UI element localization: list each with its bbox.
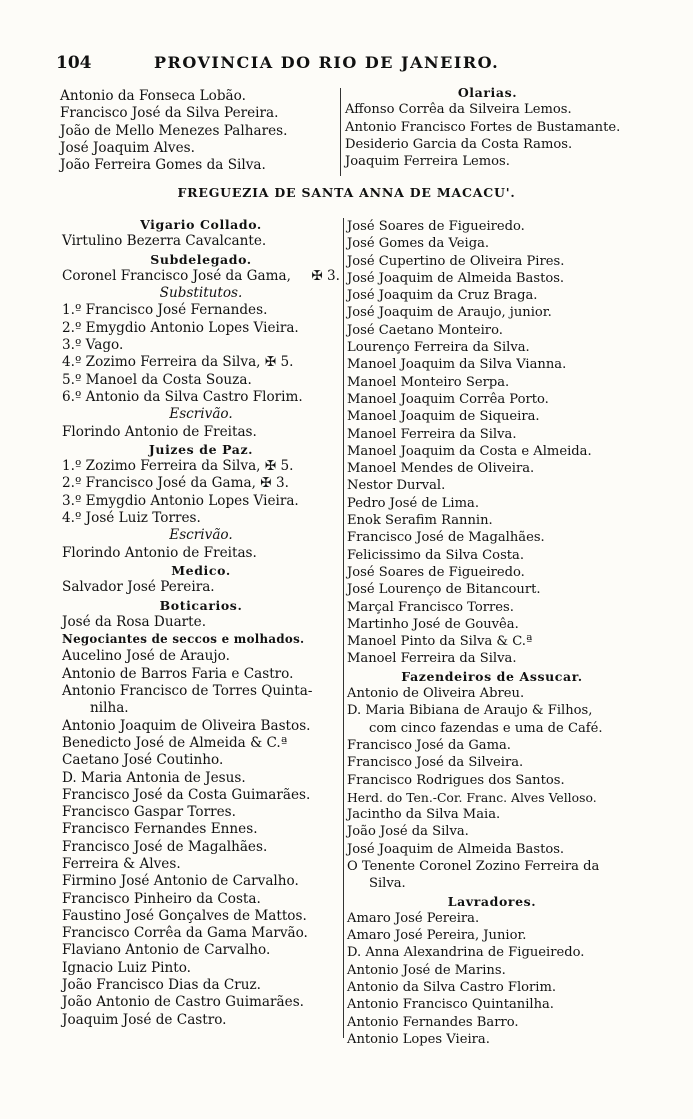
list-item: 3.º Vago.: [62, 337, 124, 354]
list-item: Caetano José Coutinho.: [62, 752, 224, 769]
list-item: Faustino José Gonçalves de Mattos.: [62, 907, 307, 924]
list-item: Manoel Mendes de Oliveira.: [347, 461, 535, 477]
list-item: Antonio Lopes Vieira.: [347, 1031, 490, 1047]
list-item: Antonio da Silva Castro Florim.: [347, 980, 557, 996]
list-item: José Joaquim de Almeida Bastos.: [347, 270, 565, 286]
page-number: 104: [56, 53, 92, 73]
list-item: 4.º Zozimo Ferreira da Silva, ✠ 5.: [62, 354, 294, 371]
list-item: Antonio Francisco Quintanilha.: [347, 997, 554, 1013]
olarias-section: [345, 84, 630, 170]
list-item: José Soares de Figueiredo.: [347, 219, 525, 234]
list-item: 2.º Francisco José da Gama, ✠ 3.: [62, 475, 289, 492]
olarias-heading: Olarias.: [457, 85, 518, 100]
list-item-continuation: com cinco fazendas e uma de Café.: [369, 720, 603, 736]
vigario-name: Virtulino Bezerra Cavalcante.: [62, 233, 267, 250]
list-item: Nestor Durval.: [347, 478, 446, 494]
escrivao-heading: Escrivão.: [169, 406, 233, 423]
list-item: Aucelino José de Araujo.: [62, 648, 230, 665]
list-item: Antonio da Fonseca Lobão.: [60, 88, 246, 104]
list-item: Firmino José Antonio de Carvalho.: [62, 873, 299, 890]
list-item: Felicissimo da Silva Costa.: [347, 547, 525, 563]
list-item: Flaviano Antonio de Carvalho.: [62, 942, 271, 959]
list-item: Joaquim José de Castro.: [62, 1011, 227, 1028]
list-item: Francisco José de Magalhães.: [62, 838, 268, 855]
list-item: D. Maria Antonia de Jesus.: [62, 769, 246, 786]
list-item: Francisco José da Costa Guimarães.: [62, 786, 311, 803]
list-item: Marçal Francisco Torres.: [347, 599, 514, 615]
list-item: 4.º José Luiz Torres.: [62, 510, 201, 527]
list-item: José Soares de Figueiredo.: [347, 564, 525, 580]
list-item: João Francisco Dias da Cruz.: [62, 977, 262, 994]
list-item: Francisco José da Silva Pereira.: [60, 105, 279, 122]
list-item: Benedicto José de Almeida & C.ª: [62, 734, 288, 751]
parish-title: FREGUEZIA DE SANTA ANNA DE MACACU'.: [177, 185, 516, 200]
list-item: 5.º Manoel da Costa Souza.: [62, 371, 252, 388]
list-item: Francisco Rodrigues dos Santos.: [347, 772, 565, 788]
list-item: Antonio Francisco Fortes de Bustamante.: [345, 119, 621, 135]
list-item: Francisco José de Magalhães.: [347, 530, 545, 546]
list-item: 1.º Zozimo Ferreira da Silva, ✠ 5.: [62, 458, 294, 475]
list-item: 3.º Emygdio Antonio Lopes Vieira.: [62, 492, 299, 509]
list-item: Francisco Pinheiro da Costa.: [62, 890, 261, 907]
list-item: Manoel Monteiro Serpa.: [347, 374, 510, 390]
juizes-heading: Juizes de Paz.: [148, 441, 254, 457]
list-item: D. Maria Bibiana de Araujo & Filhos,: [347, 703, 593, 719]
column-divider: [343, 218, 344, 1038]
list-item: Jacintho da Silva Maia.: [347, 807, 501, 823]
list-item: Ignacio Luiz Pinto.: [62, 959, 191, 976]
list-item: Desiderio Garcia da Costa Ramos.: [345, 136, 573, 152]
list-item: Antonio de Barros Faria e Castro.: [62, 665, 294, 682]
list-item: José Gomes da Veiga.: [347, 236, 490, 252]
list-item: 6.º Antonio da Silva Castro Florim.: [62, 388, 303, 405]
list-item: Francisco Gaspar Torres.: [62, 804, 236, 821]
list-item: José Joaquim da Cruz Braga.: [347, 288, 538, 304]
list-item: Pedro José de Lima.: [347, 495, 479, 511]
boticarios-name: José da Rosa Duarte.: [62, 613, 207, 630]
list-item: D. Anna Alexandrina de Figueiredo.: [347, 945, 585, 961]
list-item: João José da Silva.: [347, 824, 469, 840]
list-item: João Ferreira Gomes da Silva.: [60, 157, 266, 174]
vigario-heading: Vigario Collado.: [140, 217, 262, 232]
list-item: Francisco José da Gama.: [347, 737, 511, 753]
list-item: Enok Serafim Rannin.: [347, 513, 493, 529]
list-item: Manoel Joaquim da Silva Vianna.: [347, 357, 567, 373]
subdelegado-name: Coronel Francisco José da Gama,: [62, 267, 291, 284]
list-item: Amaro José Pereira, Junior.: [347, 928, 527, 944]
list-item: Herd. do Ten.-Cor. Franc. Alves Velloso.: [347, 789, 597, 805]
subdelegado-heading: Subdelegado.: [150, 251, 252, 267]
fazendeiros-heading: Fazendeiros de Assucar.: [401, 668, 583, 684]
left-column: [62, 216, 340, 1029]
escrivao-name: Florindo Antonio de Freitas.: [62, 423, 257, 440]
list-item: Antonio Joaquim de Oliveira Bastos.: [62, 717, 311, 734]
escrivao2-name: Florindo Antonio de Freitas.: [62, 544, 257, 561]
list-item: Manoel Joaquim da Costa e Almeida.: [347, 443, 592, 459]
list-item: Ferreira & Alves.: [62, 855, 181, 872]
top-left-list: [60, 88, 330, 174]
medico-name: Salvador José Pereira.: [62, 579, 215, 596]
list-item: Antonio de Oliveira Abreu.: [347, 686, 525, 702]
list-item: João de Mello Menezes Palhares.: [60, 122, 288, 139]
page-header: [0, 53, 693, 77]
list-item: Joaquim Ferreira Lemos.: [345, 154, 510, 170]
boticarios-heading: Boticarios.: [159, 597, 243, 613]
subdelegado-honor: ✠ 3.: [311, 267, 340, 284]
list-item: João Antonio de Castro Guimarães.: [62, 994, 304, 1011]
list-item: José Cupertino de Oliveira Pires.: [347, 253, 565, 269]
list-item-continuation: Silva.: [369, 876, 406, 892]
column-divider: [340, 88, 341, 176]
list-item: Francisco Corrêa da Gama Marvão.: [62, 925, 308, 942]
right-column: [347, 218, 637, 1048]
list-item: Francisco Fernandes Ennes.: [62, 821, 258, 838]
list-item: José Joaquim de Araujo, junior.: [347, 305, 552, 321]
list-item: José Lourenço de Bitancourt.: [347, 582, 541, 598]
list-item: Antonio Fernandes Barro.: [347, 1014, 519, 1030]
list-item: José Joaquim de Almeida Bastos.: [347, 841, 565, 857]
page-title: PROVINCIA DO RIO DE JANEIRO.: [154, 53, 500, 72]
list-item: Amaro José Pereira.: [347, 910, 480, 926]
list-item: Antonio Francisco de Torres Quinta-: [62, 683, 313, 700]
list-item: O Tenente Coronel Zozino Ferreira da: [347, 858, 600, 874]
list-item: 1.º Francisco José Fernandes.: [62, 302, 268, 319]
list-item: Manoel Joaquim de Siqueira.: [347, 409, 540, 425]
list-item: Antonio José de Marins.: [347, 962, 506, 978]
list-item: José Joaquim Alves.: [60, 139, 195, 156]
medico-heading: Medico.: [171, 562, 231, 578]
subdelegado-row: [62, 268, 340, 285]
list-item: Manoel Ferreira da Silva.: [347, 426, 517, 442]
list-item: Affonso Corrêa da Silveira Lemos.: [345, 102, 572, 118]
list-item: Lourenço Ferreira da Silva.: [347, 340, 530, 356]
list-item: 2.º Emygdio Antonio Lopes Vieira.: [62, 319, 299, 336]
negociantes-heading: Negociantes de seccos e molhados.: [62, 632, 305, 647]
list-item: Francisco José da Silveira.: [347, 755, 524, 771]
list-item: Manoel Pinto da Silva & C.ª: [347, 634, 533, 650]
list-item: Martinho José de Gouvêa.: [347, 616, 519, 632]
list-item: Manoel Ferreira da Silva.: [347, 651, 517, 667]
list-item: José Caetano Monteiro.: [347, 322, 503, 338]
substitutos-heading: Substitutos.: [159, 285, 243, 302]
escrivao2-heading: Escrivão.: [169, 527, 233, 544]
list-item-continuation: nilha.: [90, 700, 129, 717]
list-item: Manoel Joaquim Corrêa Porto.: [347, 391, 549, 407]
lavradores-heading: Lavradores.: [447, 893, 537, 909]
